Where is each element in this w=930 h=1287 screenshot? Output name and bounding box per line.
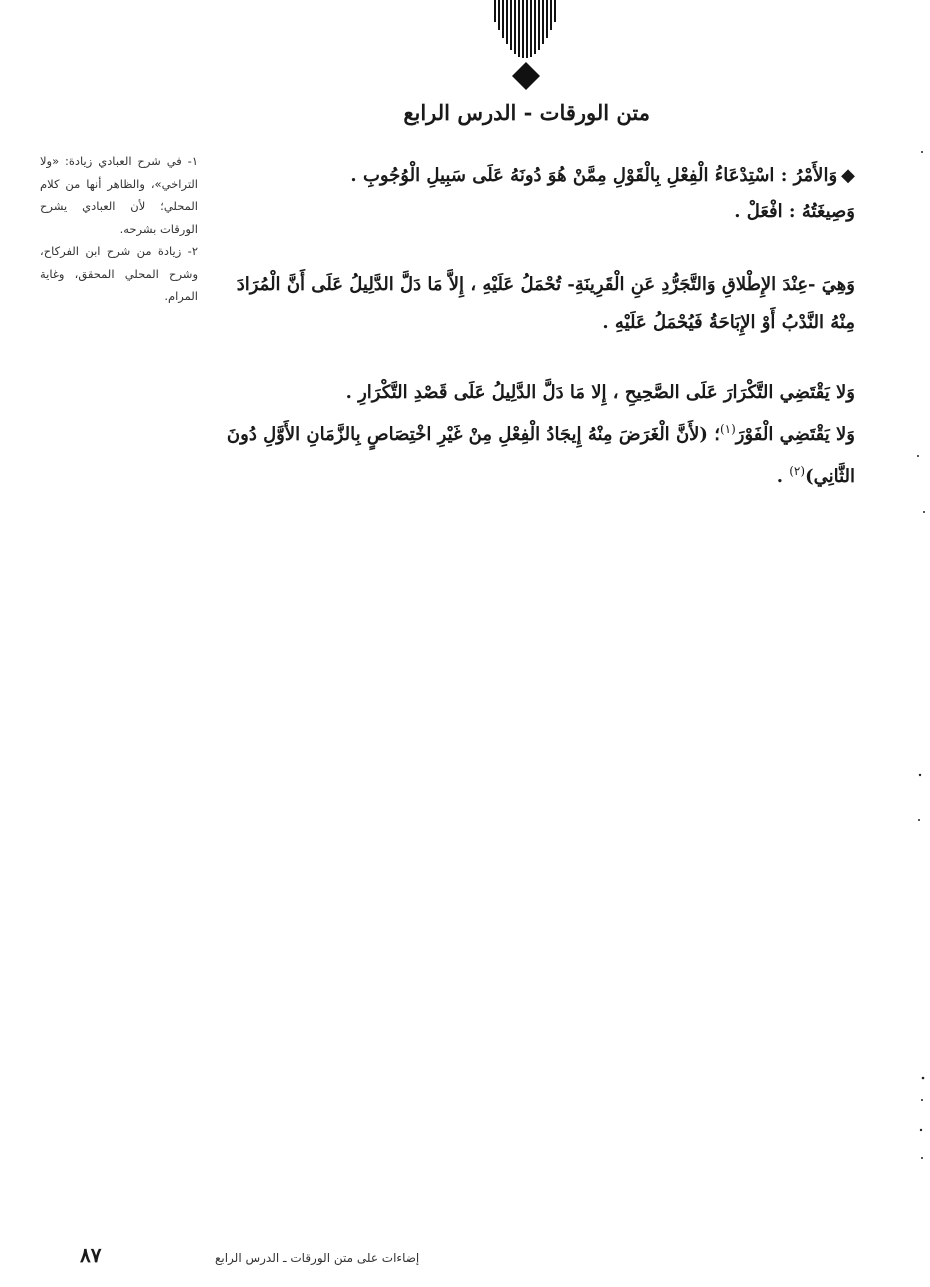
paragraph-amr-form <box>215 266 855 342</box>
text-span: . <box>776 466 790 487</box>
diamond-bullet-icon: ◆ <box>841 165 855 186</box>
text-span: ؛ (لأَنَّ الْغَرَضَ مِنْهُ إِيجَادُ الْفِعْلِ مِنْ غَيْرِ اخْتِصَاصٍ بِالزَّمَانِ الأَوَّلِ دُونَ <box>226 424 720 445</box>
text-line <box>215 411 855 453</box>
page-footer <box>0 1243 930 1273</box>
text-span: وَلا يَقْتَضِي الْفَوْرَ <box>735 424 855 445</box>
text-line <box>215 158 855 194</box>
text-line: وَهِيَ -عِنْدَ الإِطْلاقِ وَالتَّجَرُّدِ عَنِ الْقَرِينَةِ- تُحْمَلُ عَلَيْهِ ، إِلاَّ مَا دَلَّ الدَّلِيلُ عَلَى أَنَّ الْمُرَادَ <box>236 274 855 295</box>
text-span: الثَّانِي) <box>805 466 855 487</box>
text-line: وَصِيغَتُهُ : افْعَلْ . <box>734 201 855 222</box>
running-head: إضاءات على متن الورقات ـ الدرس الرابع <box>215 1251 420 1265</box>
paragraph-amr-repetition <box>215 375 855 495</box>
text-span: وَالأَمْرُ : اسْتِدْعَاءُ الْفِعْلِ بِالْقَوْلِ مِمَّنْ هُوَ دُونَهُ عَلَى سَبِيلِ الْوُجُوبِ . <box>350 165 838 186</box>
text-line: وَلا يَقْتَضِي التَّكْرَارَ عَلَى الصَّحِيحِ ، إِلا مَا دَلَّ الدَّلِيلُ عَلَى قَصْدِ التَّكْرَارِ . <box>345 382 855 403</box>
text-line: مِنْهُ النَّدْبُ أَوْ الإِبَاحَةُ فَيُحْمَلُ عَلَيْهِ . <box>602 312 855 333</box>
page-title: متن الورقات - الدرس الرابع <box>403 100 650 125</box>
margin-footnotes <box>40 150 198 308</box>
footnote-1: ١- في شرح العبادي زيادة: «ولا التراخي»، والظاهر أنها من كلام المحلي؛ لأن العبادي يشرح الورقات بشرحه. <box>40 154 198 236</box>
scan-specks <box>910 0 930 1287</box>
footnote-2: ٢- زيادة من شرح ابن الفركاح، وشرح المحلي المحقق، وغاية المرام. <box>40 244 198 303</box>
text-line <box>215 453 855 495</box>
page-number: ٨٧ <box>80 1243 102 1267</box>
paragraph-amr-definition <box>215 158 855 230</box>
footnote-ref-1[interactable]: (١) <box>719 422 736 436</box>
footnote-ref-2[interactable]: (٢) <box>789 464 806 478</box>
ornament-icon <box>491 0 561 95</box>
